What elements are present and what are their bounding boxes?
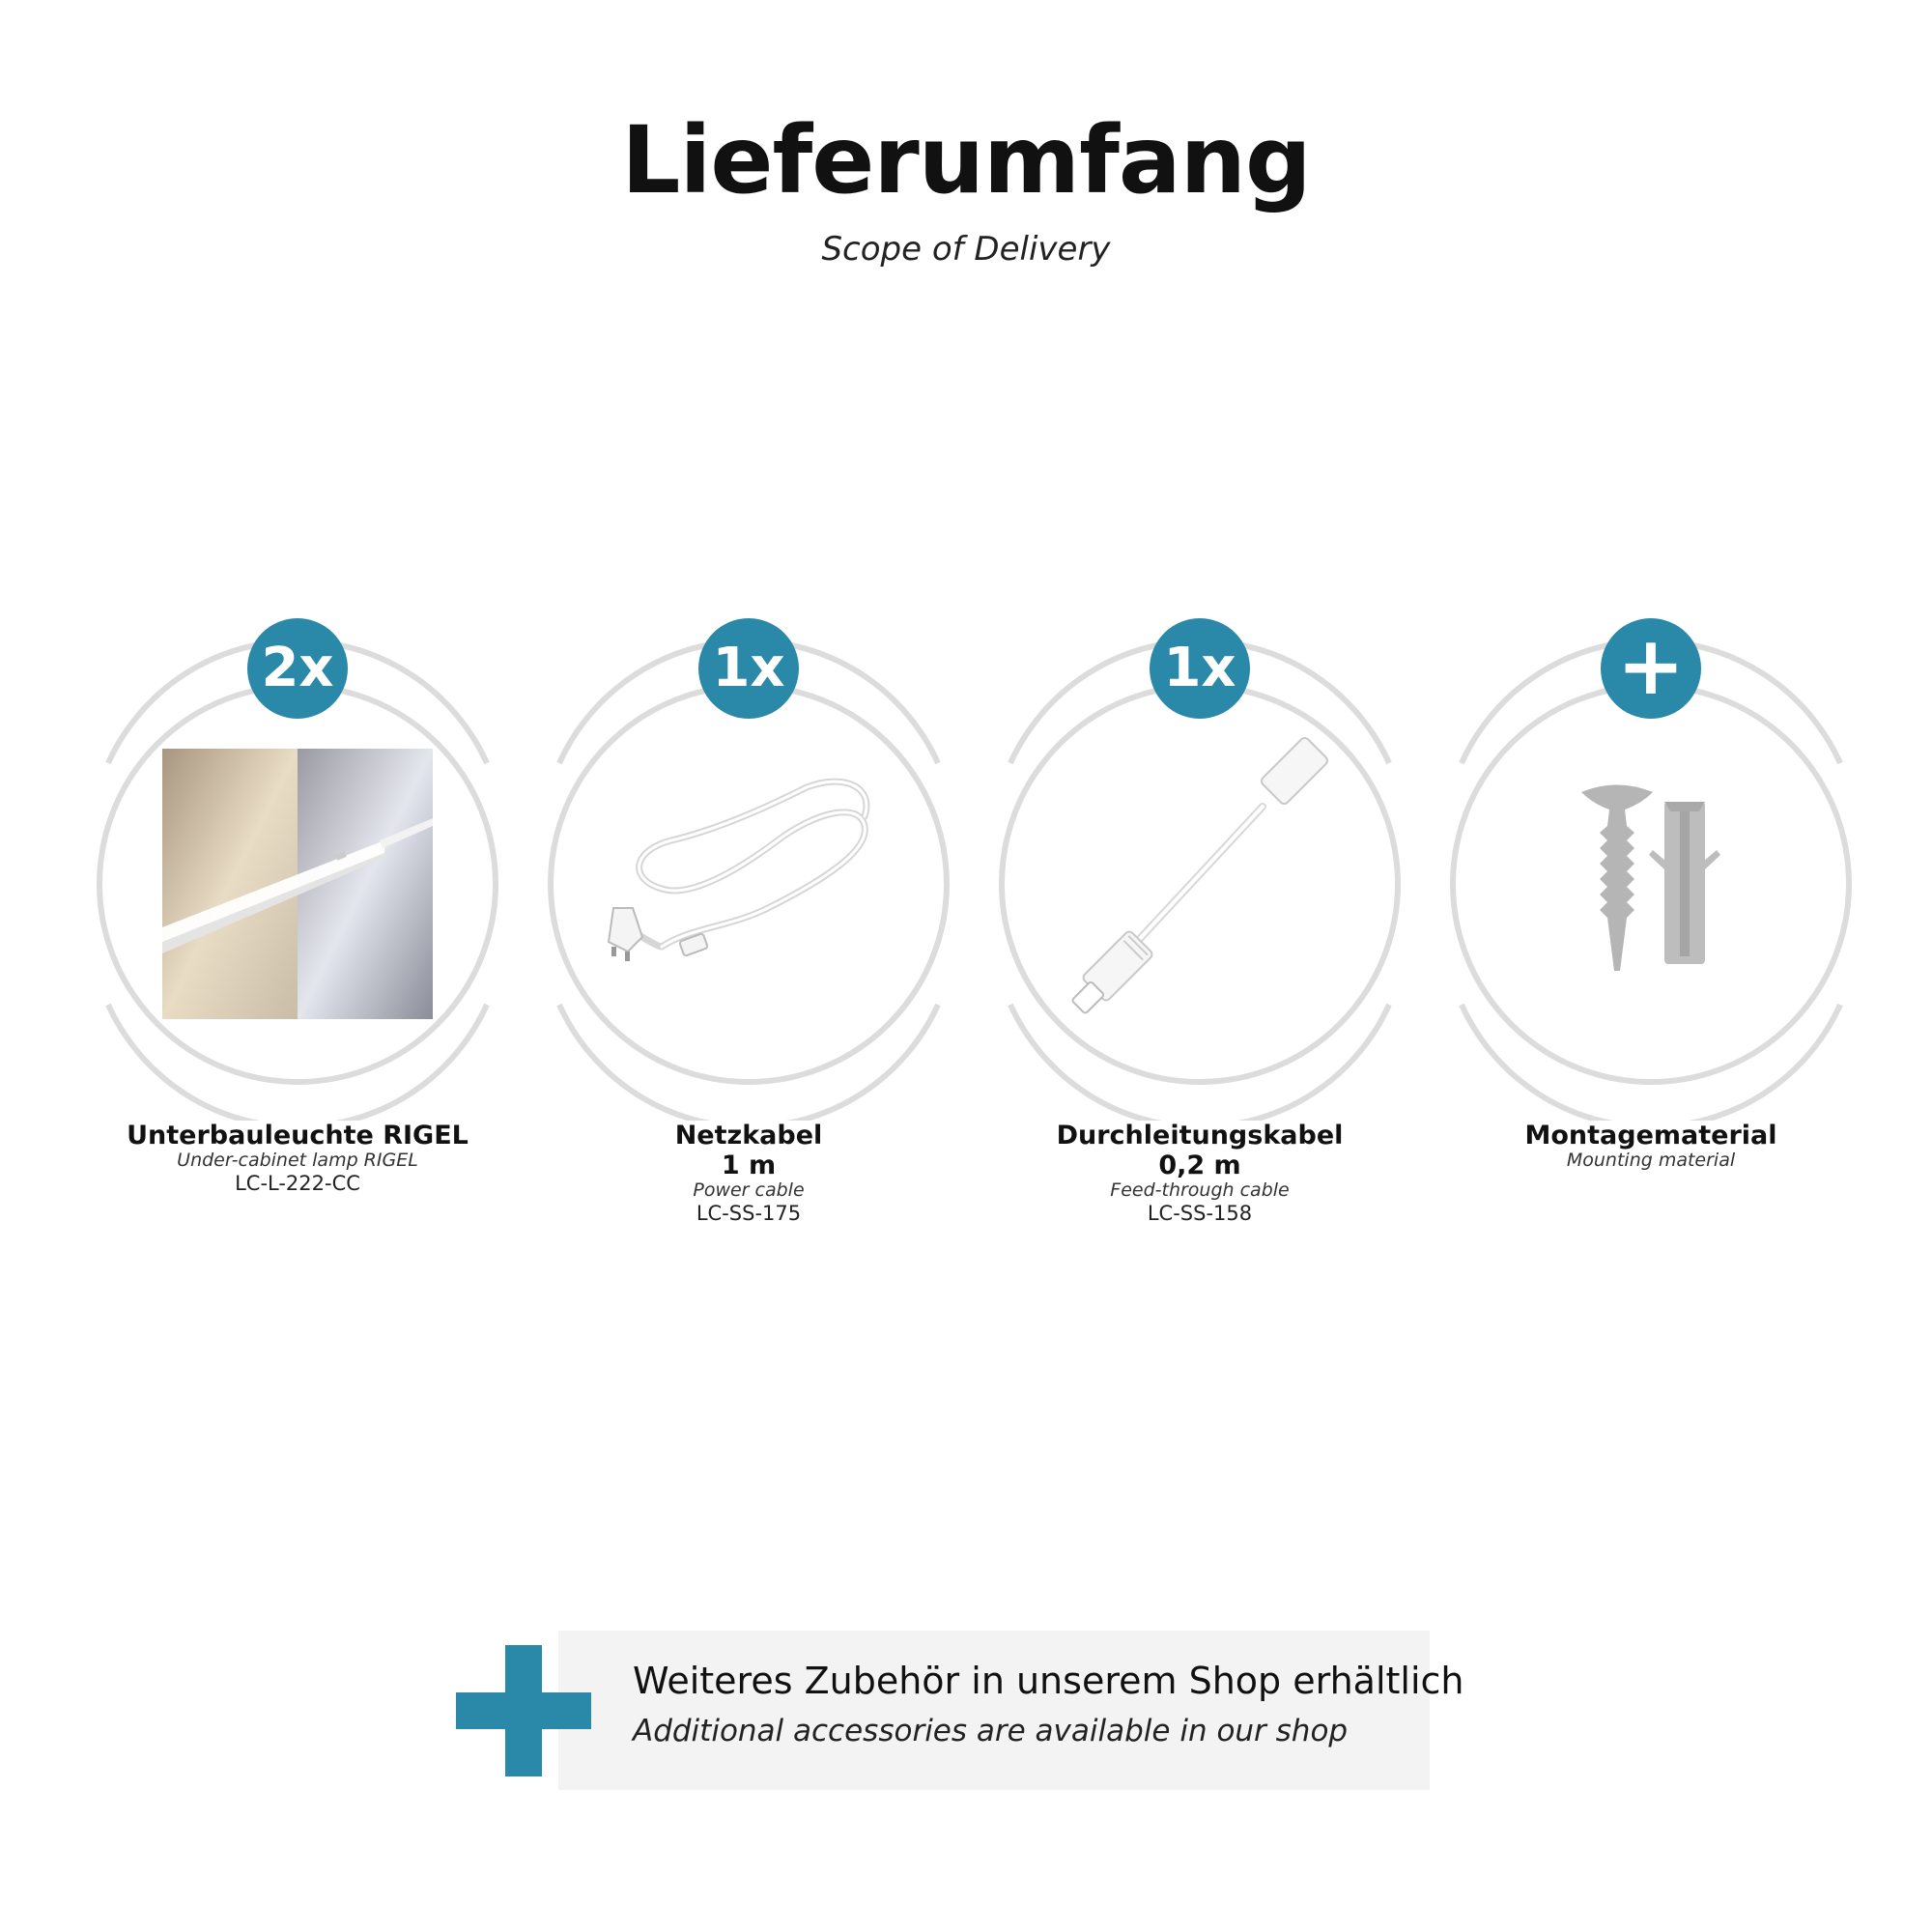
delivery-item-lamp xyxy=(85,618,510,1246)
item-name-en: Mounting material xyxy=(1566,1150,1736,1172)
delivery-item-power-cable xyxy=(536,618,961,1246)
delivery-item-feed-through-cable xyxy=(987,618,1412,1246)
item-name-en: Under-cabinet lamp RIGEL xyxy=(177,1150,418,1172)
item-code: LC-SS-158 xyxy=(1147,1201,1253,1225)
item-name-en: Feed-through cable xyxy=(1110,1179,1290,1202)
lamp-photo xyxy=(162,749,433,1019)
item-length: 0,2 m xyxy=(1158,1151,1241,1181)
item-code: LC-L-222-CC xyxy=(235,1171,360,1195)
promo-text-de: Weiteres Zubehör in unserem Shop erhältlich xyxy=(633,1660,1464,1702)
delivery-item-mounting-material xyxy=(1438,618,1863,1246)
plus-badge: + xyxy=(1601,618,1701,719)
item-name: Unterbauleuchte RIGEL xyxy=(127,1121,469,1151)
item-length: 1 m xyxy=(721,1151,777,1181)
quantity-badge: 2x xyxy=(247,618,348,719)
quantity-badge: 1x xyxy=(1150,618,1250,719)
item-name: Montagematerial xyxy=(1524,1121,1777,1151)
item-name-en: Power cable xyxy=(693,1179,805,1202)
page-title: Lieferumfang xyxy=(621,106,1311,214)
item-name: Durchleitungskabel xyxy=(1056,1121,1344,1151)
page-subtitle: Scope of Delivery xyxy=(821,230,1111,269)
shop-promo-banner xyxy=(558,1631,1430,1790)
item-name: Netzkabel xyxy=(674,1121,823,1151)
plus-icon xyxy=(456,1645,591,1776)
promo-text-en: Additional accessories are available in our shop xyxy=(633,1714,1349,1748)
quantity-badge: 1x xyxy=(698,618,799,719)
item-code: LC-SS-175 xyxy=(696,1201,802,1225)
